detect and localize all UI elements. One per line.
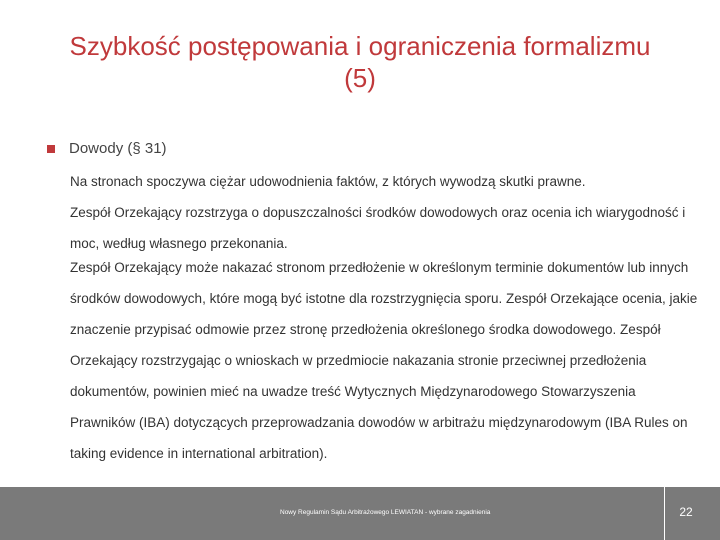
- page-number: 22: [679, 505, 693, 519]
- paragraph-burden-of-proof: Na stronach spoczywa ciężar udowodnienia faktów, z których wywodzą skutki prawne.: [70, 174, 586, 189]
- bullet-square-icon: [47, 145, 55, 153]
- slide-title-line-1: Szybkość postępowania i ograniczenia formalizmu: [69, 31, 651, 61]
- paragraph-admissibility: Zespół Orzekający rozstrzyga o dopuszczalności środków dowodowych oraz ocenia ich wiarygodność i moc, według własnego przekonania.: [70, 205, 686, 251]
- footer-divider: [664, 487, 665, 540]
- footer-bar: [0, 487, 720, 540]
- slide-title: [30, 30, 690, 94]
- paragraph-document-production: Zespół Orzekający może nakazać stronom przedłożenie w określonym terminie dokumentów lub innych środków dowodowych, które mogą być istotne dla rozstrzygnięcia sporu. Zespół Orzekające ocenia, jakie znaczenie przypisać odmowie przez stronę przedłożenia określonego środka dowodowego. Zespół Orzekający rozstrzygając o wnioskach w przedmiocie nakazania stronie przeciwnej przedłożenia dokumentów, powinien mieć na uwadze treść Wytycznych Międzynarodowego Stowarzyszenia Prawników (IBA) dotyczących przeprowadzania dowodów w arbitrażu międzynarodowym (IBA Rules on taking evidence in international arbitration).: [70, 260, 698, 461]
- bullet-item: [47, 140, 167, 157]
- bullet-heading: Dowody (§ 31): [69, 140, 167, 157]
- slide-title-line-2: (5): [344, 63, 376, 93]
- footer-caption: Nowy Regulamin Sądu Arbitrażowego LEWIATAN - wybrane zagadnienia: [280, 509, 491, 516]
